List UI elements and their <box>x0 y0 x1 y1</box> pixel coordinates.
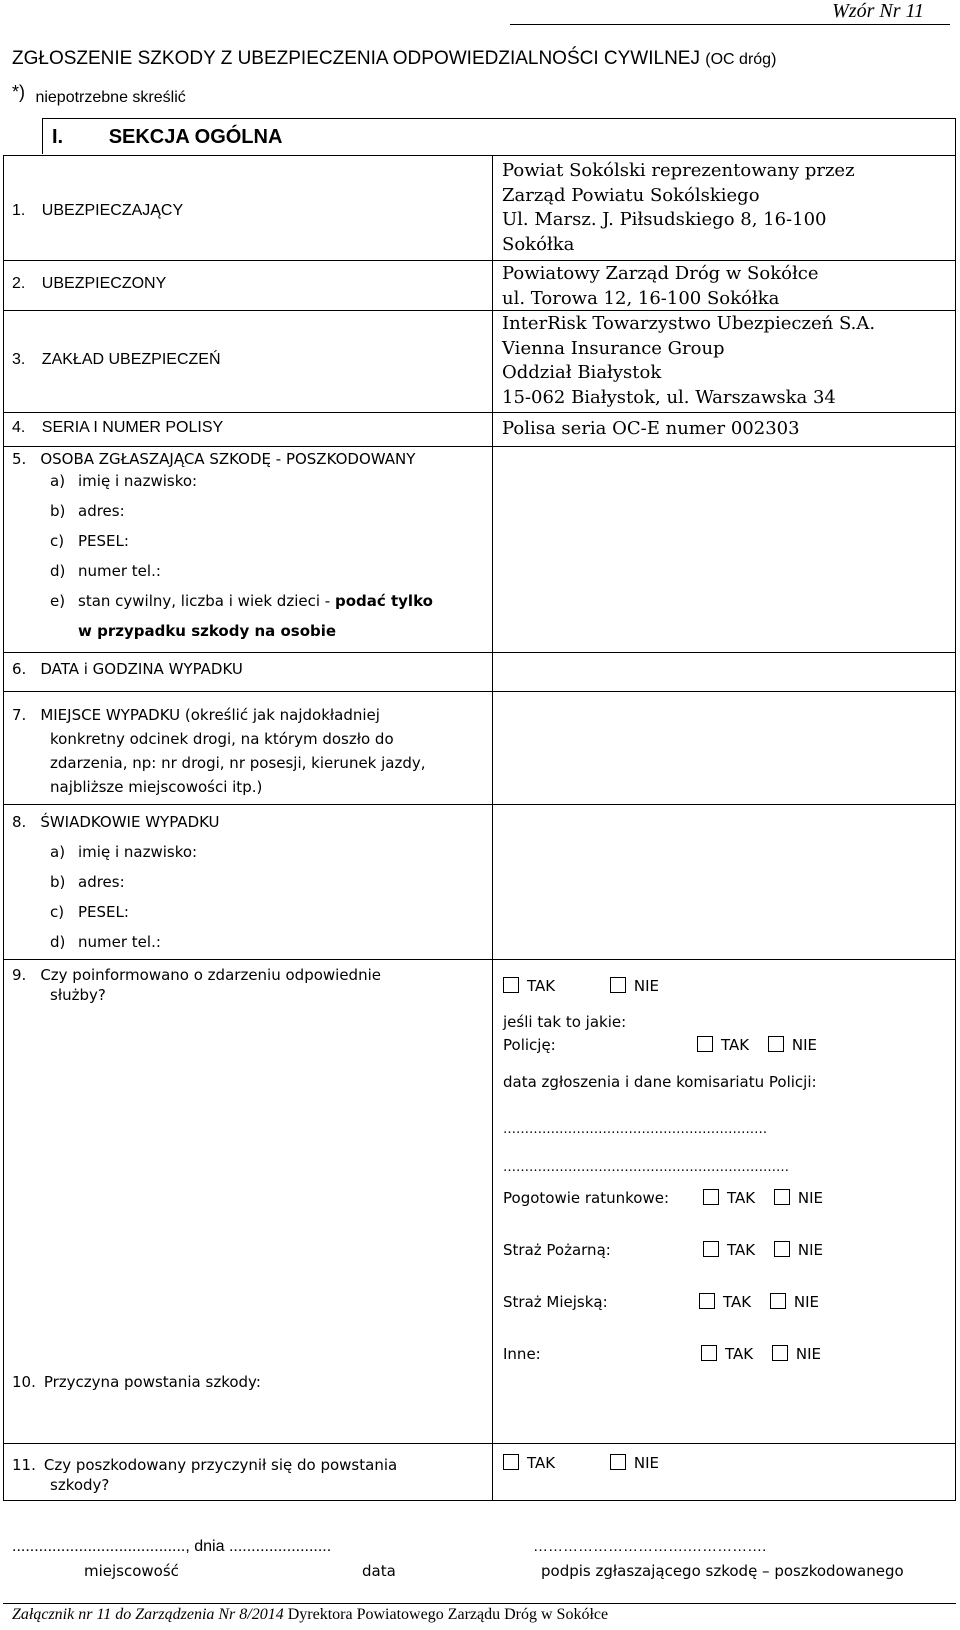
option-label: TAK <box>527 977 556 995</box>
header-rule <box>510 24 950 25</box>
sub-text: imię i nazwisko: <box>78 472 198 490</box>
field-text: najbliższe miejscowości itp.) <box>50 778 263 796</box>
checkbox-tak[interactable] <box>503 977 519 993</box>
field-label: ZAKŁAD UBEZPIECZEŃ <box>41 351 221 368</box>
column-divider <box>492 155 493 1501</box>
sub-text: adres: <box>78 502 125 520</box>
field-number: 8. <box>12 813 27 831</box>
section-bottom-border <box>3 155 956 156</box>
row-divider <box>3 691 956 692</box>
checkbox-nie[interactable] <box>610 977 626 993</box>
row-divider <box>3 1443 956 1444</box>
table-bottom-border <box>3 1500 956 1501</box>
field-1-label <box>12 202 183 220</box>
form-title <box>12 48 776 70</box>
option-label: TAK <box>727 1189 756 1207</box>
value-line: Vienna Insurance Group <box>502 337 725 359</box>
field-label: SERIA I NUMER POLISY <box>41 419 224 436</box>
field-6-label <box>12 660 243 678</box>
option-label: NIE <box>797 1189 824 1207</box>
field-number: 3. <box>12 351 26 368</box>
f9-city-guard-choice <box>699 1293 819 1311</box>
f11-choice <box>503 1454 659 1472</box>
f9-main-choice <box>503 977 659 995</box>
checkbox-nie[interactable] <box>768 1036 784 1052</box>
f9-city-guard-label: Straż Miejską: <box>503 1293 608 1311</box>
field-3-label <box>12 351 221 369</box>
f9-dots-line-2[interactable]: ………………………………………………………… <box>503 1160 789 1175</box>
footer <box>12 1606 608 1624</box>
table-right-border <box>955 118 956 1501</box>
footer-italic: Załącznik nr 11 do Zarządzenia Nr 8/2014 <box>12 1606 284 1623</box>
value-line: 15-062 Białystok, ul. Warszawska 34 <box>502 386 836 408</box>
checkbox-tak[interactable] <box>699 1293 715 1309</box>
form-title-main: ZGŁOSZENIE SZKODY Z UBEZPIECZENIA ODPOWIEDZIALNOŚCI CYWILNEJ <box>12 48 700 69</box>
option-label: TAK <box>725 1345 754 1363</box>
f9-ambulance-choice <box>703 1189 823 1207</box>
section-title: SEKCJA OGÓLNA <box>108 126 283 148</box>
field-label: UBEZPIECZONY <box>41 275 167 292</box>
value-line: InterRisk Towarzystwo Ubezpieczeń S.A. <box>502 313 876 334</box>
value-line: Oddział Białystok <box>502 362 662 383</box>
sub-label: c) <box>50 903 65 921</box>
date-caption: data <box>362 1562 396 1580</box>
field-number: 1. <box>12 202 26 219</box>
f9-dots-line-1[interactable]: ………….………………………………………… <box>503 1122 768 1137</box>
form-number: Wzór Nr 11 <box>832 0 924 22</box>
row-divider <box>3 804 956 805</box>
field-7 <box>12 703 426 799</box>
row-divider <box>3 412 956 413</box>
f9-police-data: data zgłoszenia i dane komisariatu Policji: <box>503 1073 817 1091</box>
field-1-value <box>502 159 855 257</box>
sub-label: a) <box>50 843 66 861</box>
table-left-border <box>3 155 4 1501</box>
f9-fire-choice <box>703 1241 823 1259</box>
field-label: Czy poszkodowany przyczynił się do powstania <box>43 1456 398 1474</box>
sub-text-bold: w przypadku szkody na osobie <box>78 622 337 640</box>
field-11-label <box>12 1455 397 1495</box>
f9-which: jeśli tak to jakie: <box>503 1013 627 1031</box>
checkbox-nie[interactable] <box>774 1189 790 1205</box>
option-label: TAK <box>723 1293 752 1311</box>
f9-ambulance-label: Pogotowie ratunkowe: <box>503 1189 670 1207</box>
sub-label: a) <box>50 472 66 490</box>
footer-rule <box>3 1603 956 1604</box>
footnote-mark: *) <box>12 82 25 102</box>
value-line: Ul. Marsz. J. Piłsudskiego 8, 16-100 <box>502 209 827 230</box>
checkbox-tak[interactable] <box>703 1241 719 1257</box>
checkbox-nie[interactable] <box>772 1345 788 1361</box>
signer-caption: podpis zgłaszającego szkodę – poszkodowanego <box>541 1562 904 1580</box>
field-2-label <box>12 275 166 293</box>
table-top-border <box>42 118 956 119</box>
field-label: UBEZPIECZAJĄCY <box>41 202 184 219</box>
value-line: Zarząd Powiatu Sokólskiego <box>502 184 760 206</box>
field-label: służby? <box>50 986 106 1004</box>
form-title-suffix: (OC dróg) <box>705 51 777 68</box>
field-label: szkody? <box>50 1476 110 1494</box>
field-label: Przyczyna powstania szkody: <box>43 1373 261 1391</box>
sub-label: b) <box>50 873 66 891</box>
sub-text: PESEL: <box>78 903 129 921</box>
field-10-label <box>12 1373 261 1391</box>
sub-text: numer tel.: <box>78 562 161 580</box>
option-label: NIE <box>795 1345 822 1363</box>
option-label: TAK <box>527 1454 556 1472</box>
field-number: 10. <box>12 1373 36 1391</box>
place-date-dots[interactable]: ......................................., dnia ....................... <box>12 1538 332 1555</box>
option-label: NIE <box>633 977 660 995</box>
value-line: ul. Torowa 12, 16-100 Sokółka <box>502 287 780 309</box>
field-3-value <box>502 312 875 410</box>
option-label: NIE <box>797 1241 824 1259</box>
checkbox-tak[interactable] <box>697 1036 713 1052</box>
field-number: 11. <box>12 1456 36 1474</box>
field-number: 5. <box>12 450 27 468</box>
option-label: TAK <box>721 1036 750 1054</box>
sub-text-bold: podać tylko <box>334 592 433 610</box>
option-label: NIE <box>793 1293 820 1311</box>
field-4-value: Polisa seria OC-E numer 002303 <box>502 418 800 439</box>
f9-fire-label: Straż Pożarną: <box>503 1241 611 1259</box>
value-line: Sokółka <box>502 233 575 255</box>
checkbox-nie[interactable] <box>610 1454 626 1470</box>
option-label: NIE <box>791 1036 818 1054</box>
sub-text: PESEL: <box>78 532 129 550</box>
option-label: NIE <box>633 1454 660 1472</box>
section-header <box>52 126 282 149</box>
field-5 <box>12 450 490 652</box>
checkbox-tak[interactable] <box>503 1454 519 1470</box>
sub-label: c) <box>50 532 65 550</box>
row-divider <box>3 260 956 261</box>
field-label: MIEJSCE WYPADKU (określić jak najdokładniej <box>40 706 380 724</box>
row-divider <box>3 652 956 653</box>
section-label: I. <box>52 126 64 148</box>
field-number: 2. <box>12 275 26 292</box>
field-text: konkretny odcinek drogi, na którym doszło do <box>50 730 394 748</box>
field-8 <box>12 813 220 963</box>
field-number: 7. <box>12 706 27 724</box>
sub-label: e) <box>50 592 66 610</box>
footnote-text: niepotrzebne skreślić <box>35 89 186 106</box>
sub-label: b) <box>50 502 66 520</box>
sub-label: d) <box>50 933 66 951</box>
checkbox-nie[interactable] <box>770 1293 786 1309</box>
sub-text: numer tel.: <box>78 933 161 951</box>
checkbox-nie[interactable] <box>774 1241 790 1257</box>
place-caption: miejscowość <box>84 1562 179 1580</box>
signature-dots[interactable]: ………………………….……………. <box>533 1538 767 1555</box>
field-number: 6. <box>12 660 27 678</box>
sub-label: d) <box>50 562 66 580</box>
sub-text: stan cywilny, liczba i wiek dzieci - <box>78 592 335 610</box>
field-label: ŚWIADKOWIE WYPADKU <box>40 813 220 831</box>
option-label: TAK <box>727 1241 756 1259</box>
field-9-label <box>12 965 381 1005</box>
f9-police-label: Policję: <box>503 1036 556 1054</box>
checkbox-tak[interactable] <box>703 1189 719 1205</box>
row-divider <box>3 446 956 447</box>
field-label: OSOBA ZGŁASZAJĄCA SZKODĘ - POSZKODOWANY <box>40 450 416 468</box>
footer-plain: Dyrektora Powiatowego Zarządu Dróg w Sokółce <box>287 1606 609 1623</box>
field-label: DATA i GODZINA WYPADKU <box>40 660 243 678</box>
field-label: Czy poinformowano o zdarzeniu odpowiednie <box>40 966 381 984</box>
field-text: zdarzenia, np: nr drogi, nr posesji, kierunek jazdy, <box>50 754 426 772</box>
field-2-value <box>502 262 819 311</box>
f9-other-choice <box>701 1345 821 1363</box>
field-4-label <box>12 419 223 437</box>
value-line: Powiatowy Zarząd Dróg w Sokółce <box>502 263 819 284</box>
sub-text: imię i nazwisko: <box>78 843 198 861</box>
f9-other-label: Inne: <box>503 1345 541 1363</box>
section-left-border <box>42 118 43 154</box>
checkbox-tak[interactable] <box>701 1345 717 1361</box>
footnote <box>12 82 186 107</box>
field-number: 4. <box>12 419 26 436</box>
sub-text: adres: <box>78 873 125 891</box>
field-number: 9. <box>12 966 27 984</box>
value-line: Powiat Sokólski reprezentowany przez <box>502 160 855 181</box>
f9-police-choice <box>697 1036 817 1054</box>
